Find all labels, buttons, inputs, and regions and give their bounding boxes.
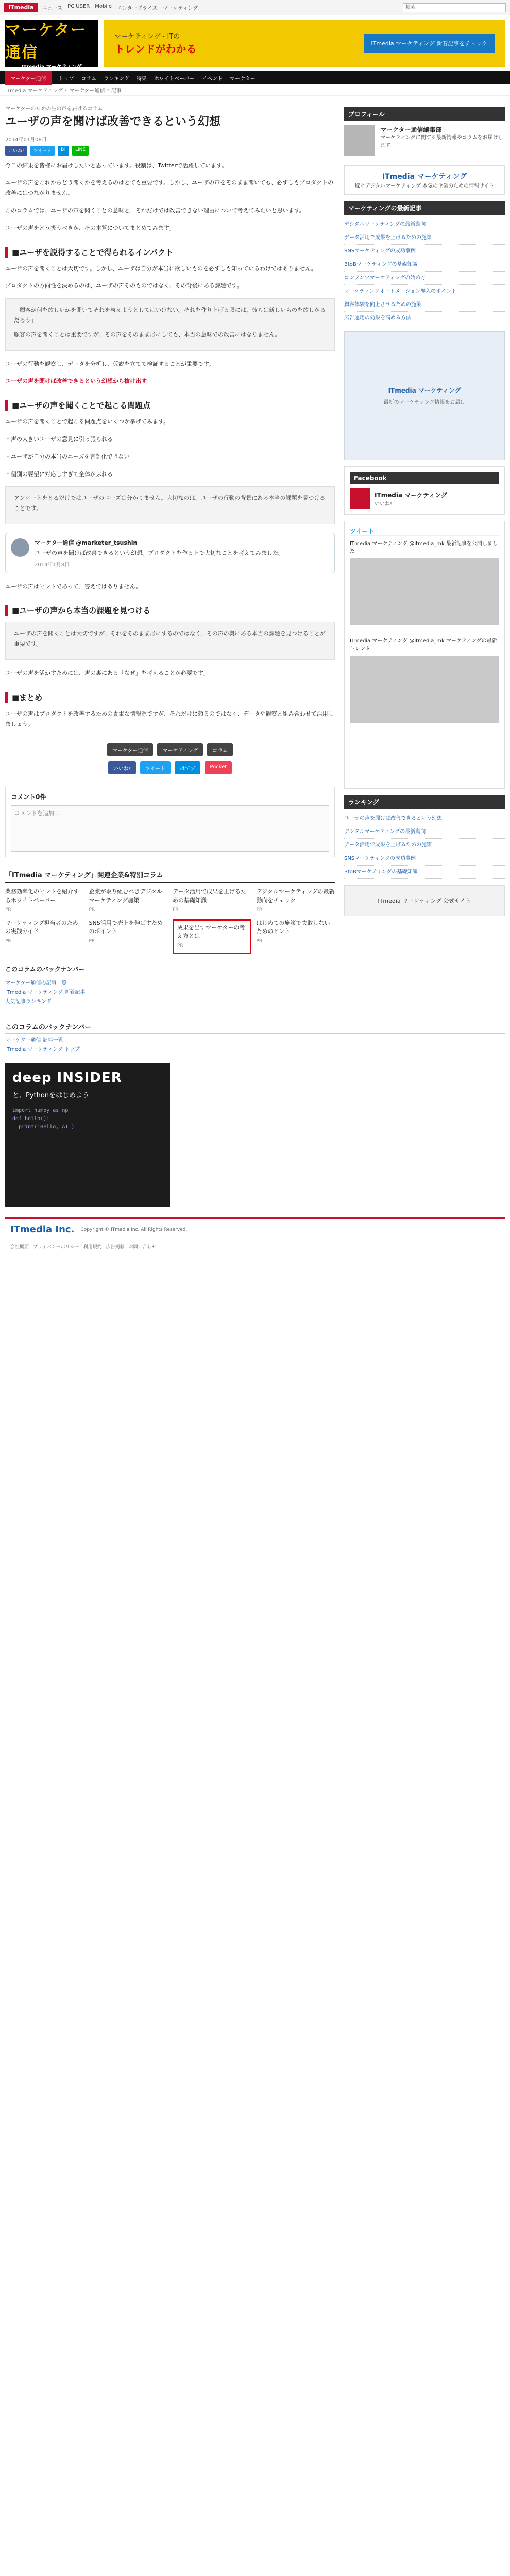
promo-item-text: 成果を出すマーケターの考え方とは — [177, 924, 245, 940]
promo-item[interactable] — [5, 919, 84, 955]
breadcrumb — [0, 84, 510, 96]
tweet-author[interactable]: マーケター通信 @marketer_tsushin — [35, 539, 138, 546]
tweet-body — [35, 538, 284, 568]
deep-insider-logo: deep INSIDER — [12, 1070, 122, 1086]
top-bar — [0, 0, 510, 15]
site-header — [0, 15, 510, 71]
deep-insider-ad[interactable] — [5, 1063, 170, 1207]
breadcrumb-item[interactable]: ITmedia マーケティング — [5, 88, 63, 94]
hatena-share-button[interactable]: はてブ — [175, 761, 200, 774]
twitter-widget — [344, 521, 505, 789]
facebook-page-name: ITmedia マーケティング — [375, 492, 447, 499]
sidebar-brand-banner[interactable] — [344, 165, 505, 195]
header-banner-accent: トレンドがわかる — [114, 43, 197, 55]
blockquote — [5, 622, 335, 660]
backnumber-list — [5, 1036, 505, 1053]
blockquote — [5, 486, 335, 524]
comment-input[interactable]: コメントを追加... — [11, 805, 329, 852]
promo-item[interactable] — [89, 888, 168, 914]
article-paragraph: ユーザの声をどう扱うべきか、その本質についてまとめてみます。 — [5, 224, 175, 231]
promo-pr-label: PR — [256, 938, 263, 944]
tag-chip[interactable]: マーケター通信 — [107, 743, 154, 756]
backnumber-heading: このコラムのバックナンバー — [5, 1022, 505, 1034]
promo-item-text: 業務効率化のヒントを紹介するホワイトペーパー — [5, 888, 79, 904]
ranking-item[interactable]: デジタルマーケティングの最新動向 — [344, 825, 505, 839]
network-nav-item[interactable]: マーケティング — [162, 6, 198, 11]
related-link[interactable]: 人気記事ランキング — [5, 999, 52, 1005]
network-logo[interactable]: ITmedia — [4, 3, 38, 12]
gnav-item[interactable]: トップ — [58, 76, 74, 82]
promo-item[interactable] — [5, 888, 84, 914]
facebook-page[interactable] — [350, 488, 499, 509]
twitter-share-button[interactable]: ツイート — [140, 761, 171, 774]
article-tags — [5, 743, 335, 756]
brand-caption: 稼ぐデジタルマーケティング 本気の企業のための情報サイト — [354, 183, 495, 189]
sidebar-article-link[interactable]: SNSマーケティングの成功事例 — [344, 245, 505, 258]
breadcrumb-separator: › — [65, 87, 67, 93]
tweet-image — [350, 656, 499, 723]
latest-articles-list — [344, 218, 505, 325]
sidebar-ad-subtitle: 最新のマーケティング情報をお届け — [383, 400, 466, 405]
article-emphasis-link[interactable]: ユーザの声を聞けば改善できるという幻想から抜け出す — [5, 378, 147, 385]
content-wrap — [0, 96, 510, 1011]
timeline-tweet[interactable] — [350, 535, 499, 633]
footer-nav — [5, 1240, 505, 1253]
brand-name: ITmedia マーケティング — [382, 173, 467, 181]
facebook-share-button[interactable]: いいね! — [5, 146, 27, 156]
breadcrumb-item: 記事 — [111, 88, 122, 94]
facebook-widget — [344, 466, 505, 515]
sidebar — [344, 101, 505, 1006]
blockquote — [5, 298, 335, 350]
footer-link[interactable]: 利用規約 — [83, 1245, 102, 1250]
sidebar-ad[interactable] — [344, 331, 505, 460]
article-paragraph: ユーザの声を聞くことは大切です。しかし、ユーザは自分が本当に欲しいものを必ずしも知っているわけではありません。 — [5, 265, 317, 272]
timeline-tweet-text: ITmedia マーケティング @itmedia_mk マーケティングの最新トレンド — [350, 638, 497, 652]
promo-pr-label: PR — [256, 907, 263, 913]
line-share-button[interactable]: LINE — [72, 146, 89, 156]
section-heading: ■ユーザの声から本当の課題を見つける — [5, 605, 335, 616]
footer-copyright: Copyright © ITmedia Inc. All Rights Reserved. — [80, 1227, 188, 1232]
article-paragraph: プロダクトの方向性を決めるのは、ユーザの声そのものではなく、その背後にある課題です。 — [5, 282, 243, 290]
promo-heading: 「ITmedia マーケティング」関連企業&特別コラム — [5, 870, 335, 883]
article-date: 2014年01月08日 — [5, 137, 47, 143]
promo-item-highlighted[interactable] — [173, 919, 251, 955]
backnumber-link[interactable]: ITmedia マーケティング トップ — [5, 1047, 80, 1053]
quote-text: アンケートをとるだけではユーザのニーズは分かりません。大切なのは、ユーザの行動の背景にある本当の課題を見つけることです。 — [14, 495, 326, 512]
sidebar-article-link[interactable]: コンテンツマーケティングの始め方 — [344, 272, 505, 285]
sidebar-heading: ランキング — [344, 795, 505, 809]
twitter-share-button[interactable]: ツイート — [30, 146, 55, 156]
author-bio: マーケティングに関する最新情報やコラムをお届けします。 — [380, 135, 503, 148]
site-footer — [5, 1217, 505, 1240]
sidebar-article-link[interactable]: デジタルマーケティングの最新動向 — [344, 218, 505, 231]
facebook-like-button[interactable]: いいね! — [375, 501, 393, 507]
related-link[interactable]: ITmedia マーケティング 新着記事 — [5, 990, 86, 996]
comment-section — [5, 787, 335, 857]
tag-chip[interactable]: マーケティング — [157, 743, 203, 756]
promo-grid — [5, 888, 335, 954]
quote-text: ユーザの声を聞くことは大切ですが、それをそのまま形にするのではなく、その声の奥にある本当の課題を見つけることが重要です。 — [14, 630, 326, 648]
related-list — [5, 978, 335, 1005]
gnav-item[interactable]: ホワイトペーパー — [154, 76, 195, 82]
author-photo — [344, 125, 375, 156]
related-link[interactable]: マーケター通信の記事一覧 — [5, 980, 67, 987]
promo-item-text: マーケティング担当者のための実践ガイド — [5, 919, 78, 935]
tag-chip[interactable]: コラム — [207, 743, 233, 756]
header-banner-copy — [114, 31, 197, 56]
header-banner[interactable] — [104, 20, 505, 67]
breadcrumb-item[interactable]: マーケター通信 — [69, 88, 105, 94]
embedded-tweet[interactable] — [5, 533, 335, 573]
promo-pr-label: PR — [5, 907, 11, 913]
sidebar-article-link[interactable]: データ活用で成果を上げるための施策 — [344, 231, 505, 245]
site-logo-subtext: ITmedia マーケティング — [21, 64, 82, 70]
article-list-item: ・ユーザが自分の本当のニーズを言語化できない — [5, 453, 130, 460]
ranking-item[interactable]: SNSマーケティングの成功事例 — [344, 852, 505, 866]
timeline-tweet[interactable] — [350, 633, 499, 730]
article-paragraph: ユーザの声はプロダクトを改善するための貴重な情報源ですが、それだけに頼るのではなく、データや観察と組み合わせて活用しましょう。 — [5, 710, 334, 727]
sidebar-heading: Facebook — [350, 472, 499, 484]
deep-insider-tagline: と、Pythonをはじめよう — [12, 1092, 90, 1100]
tweet-date[interactable]: 2014年1月8日 — [35, 562, 70, 568]
promo-pr-label: PR — [177, 943, 183, 948]
breadcrumb-separator: › — [107, 87, 109, 93]
global-nav — [0, 71, 510, 84]
promo-item[interactable] — [89, 919, 168, 955]
author-info — [380, 125, 505, 156]
footer-logo[interactable]: ITmedia Inc. — [10, 1224, 75, 1235]
promo-item[interactable] — [257, 919, 335, 955]
gnav-item[interactable]: イベント — [202, 76, 223, 82]
ranking-item[interactable]: ユーザの声を聞けば改善できるという幻想 — [344, 812, 505, 825]
article-title: ユーザの声を聞けば改善できるという幻想 — [5, 115, 221, 128]
promo-item[interactable] — [173, 888, 251, 914]
search-input[interactable] — [403, 3, 506, 12]
promo-pr-label: PR — [89, 907, 95, 913]
avatar — [11, 538, 29, 557]
site-logo-text: マーケター通信 — [5, 21, 87, 62]
facebook-page-icon — [350, 488, 370, 509]
article-list-item: ・個別の要望に対応しすぎて全体がぶれる — [5, 470, 113, 478]
share-buttons-bottom — [5, 761, 335, 774]
ranking-list — [344, 812, 505, 879]
promo-item-text: はじめての施策で失敗しないためのヒント — [256, 919, 330, 935]
site-logo[interactable] — [5, 20, 98, 70]
network-nav — [42, 4, 198, 11]
header-banner-cta[interactable]: ITmedia マーケティング 新着記事をチェック — [364, 34, 495, 53]
section-heading: ■ユーザの声を聞くことで起こる問題点 — [5, 400, 335, 411]
footer-link[interactable]: プライバシーポリシー — [33, 1245, 79, 1250]
article-paragraph: ユーザの声はヒントであって、答えではありません。 — [5, 583, 142, 590]
section-heading: ■まとめ — [5, 692, 335, 703]
promo-item-text: デジタルマーケティングの最新動向をチェック — [256, 888, 335, 904]
related-heading: このコラムのバックナンバー — [5, 964, 335, 975]
article-paragraph: このコラムでは、ユーザの声を聞くことの意味と、それだけでは改善できない理由について考えてみたいと思います。 — [5, 207, 305, 214]
quote-text: 「顧客が何を欲しいかを聞いてそれを与えようとしてはいけない。それを作り上げる頃には、彼らは新しいものを欲しがるだろう」 — [14, 307, 326, 324]
promo-pr-label: PR — [89, 938, 95, 944]
promo-pr-label: PR — [173, 907, 179, 913]
promo-item-text: データ活用で成果を上げるための基礎知識 — [173, 888, 246, 904]
article-paragraph: ユーザの行動を観察し、データを分析し、仮説を立てて検証することが重要です。 — [5, 360, 215, 367]
header-banner-text: マーケティング・ITの — [114, 33, 180, 41]
gnav-item[interactable]: マーケター — [230, 76, 256, 82]
article-paragraph: ユーザの声を聞くことで起こる問題点をいくつか挙げてみます。 — [5, 418, 169, 426]
article-main — [5, 101, 335, 1006]
footer-link[interactable]: 会社概要 — [10, 1245, 29, 1250]
ranking-item[interactable]: データ活用で成果を上げるための施策 — [344, 839, 505, 852]
sidebar-article-link[interactable]: 広告運用の効果を高める方法 — [344, 312, 505, 325]
tweet-image — [350, 558, 499, 625]
article-meta: マーケターのための生の声を届けるコラム — [5, 106, 103, 112]
network-nav-item[interactable]: Mobile — [95, 4, 112, 9]
backnumber-link[interactable]: マーケター通信 記事一覧 — [5, 1038, 63, 1044]
network-nav-item[interactable]: ニュース — [42, 6, 63, 11]
sidebar-article-link[interactable]: BtoBマーケティングの基礎知識 — [344, 258, 505, 272]
section-heading: ■ユーザを説得することで得られるインパクト — [5, 247, 335, 258]
footer-link[interactable]: お問い合わせ — [128, 1245, 157, 1250]
promo-item-text: 企業が取り組むべきデジタルマーケティング施策 — [89, 888, 162, 904]
gnav-item[interactable]: 特集 — [136, 76, 147, 82]
gnav-item[interactable]: マーケター通信 — [5, 71, 52, 85]
pocket-share-button[interactable]: Pocket — [205, 761, 232, 774]
promo-item-text: SNS活用で売上を伸ばすためのポイント — [89, 919, 163, 935]
comment-count: コメント0件 — [11, 793, 46, 801]
page-bottom — [0, 1011, 510, 1263]
timeline-tweet-text: ITmedia マーケティング @itmedia_mk 最新記事を公開しました — [350, 541, 498, 554]
network-nav-item[interactable]: PC USER — [67, 4, 90, 9]
facebook-page-info — [375, 490, 447, 507]
sidebar-heading: マーケティングの最新記事 — [344, 201, 505, 215]
sidebar-heading: プロフィール — [344, 107, 505, 121]
tweet-text: ユーザの声を聞けば改善できるという幻想。プロダクトを作る上で大切なことを考えてみました。 — [35, 549, 284, 556]
gnav-item[interactable]: ランキング — [104, 76, 129, 82]
share-buttons — [5, 146, 335, 156]
ranking-item[interactable]: BtoBマーケティングの基礎知識 — [344, 866, 505, 879]
author-name[interactable]: マーケター通信編集部 — [380, 126, 442, 133]
author-profile — [344, 121, 505, 160]
promo-pr-label: PR — [5, 938, 11, 944]
twitter-widget-title: ツイート — [350, 528, 375, 535]
hatena-share-button[interactable]: B! — [58, 146, 69, 156]
article-paragraph: ユーザの声を活かすためには、声の裏にある「なぜ」を考えることが必要です。 — [5, 669, 209, 676]
article-paragraph: 今日の結果を皆様にお届けしたいと思っています。役割は、Twitterで活躍しています。 — [5, 162, 228, 169]
network-nav-item[interactable]: エンタープライズ — [117, 6, 158, 11]
sidebar-article-link[interactable]: 顧客体験を向上させるための施策 — [344, 298, 505, 312]
promo-item[interactable] — [257, 888, 335, 914]
sidebar-article-link[interactable]: マーケティングオートメーション導入のポイント — [344, 285, 505, 298]
sidebar-small-ad[interactable]: ITmedia マーケティング 公式サイト — [344, 885, 505, 916]
quote-text: 顧客の声を聞くことは重要ですが、その声をそのまま形にしても、本当の意味での改善にはなりません。 — [14, 331, 281, 338]
deep-insider-code: import numpy as np def hello(): print('Hello, AI') — [12, 1108, 75, 1130]
footer-link[interactable]: 広告掲載 — [106, 1245, 125, 1250]
sidebar-ad-title: ITmedia マーケティング — [388, 387, 461, 394]
facebook-share-button[interactable]: いいね! — [108, 761, 136, 774]
article-list-item: ・声の大きいユーザの意見に引っ張られる — [5, 435, 113, 443]
gnav-item[interactable]: コラム — [81, 76, 97, 82]
article-paragraph: ユーザの声をこれからどう聞くかを考えるのはとても重要です。しかし、ユーザの声をそのまま聞いても、必ずしもプロダクトの改善にはつながりません。 — [5, 179, 334, 197]
